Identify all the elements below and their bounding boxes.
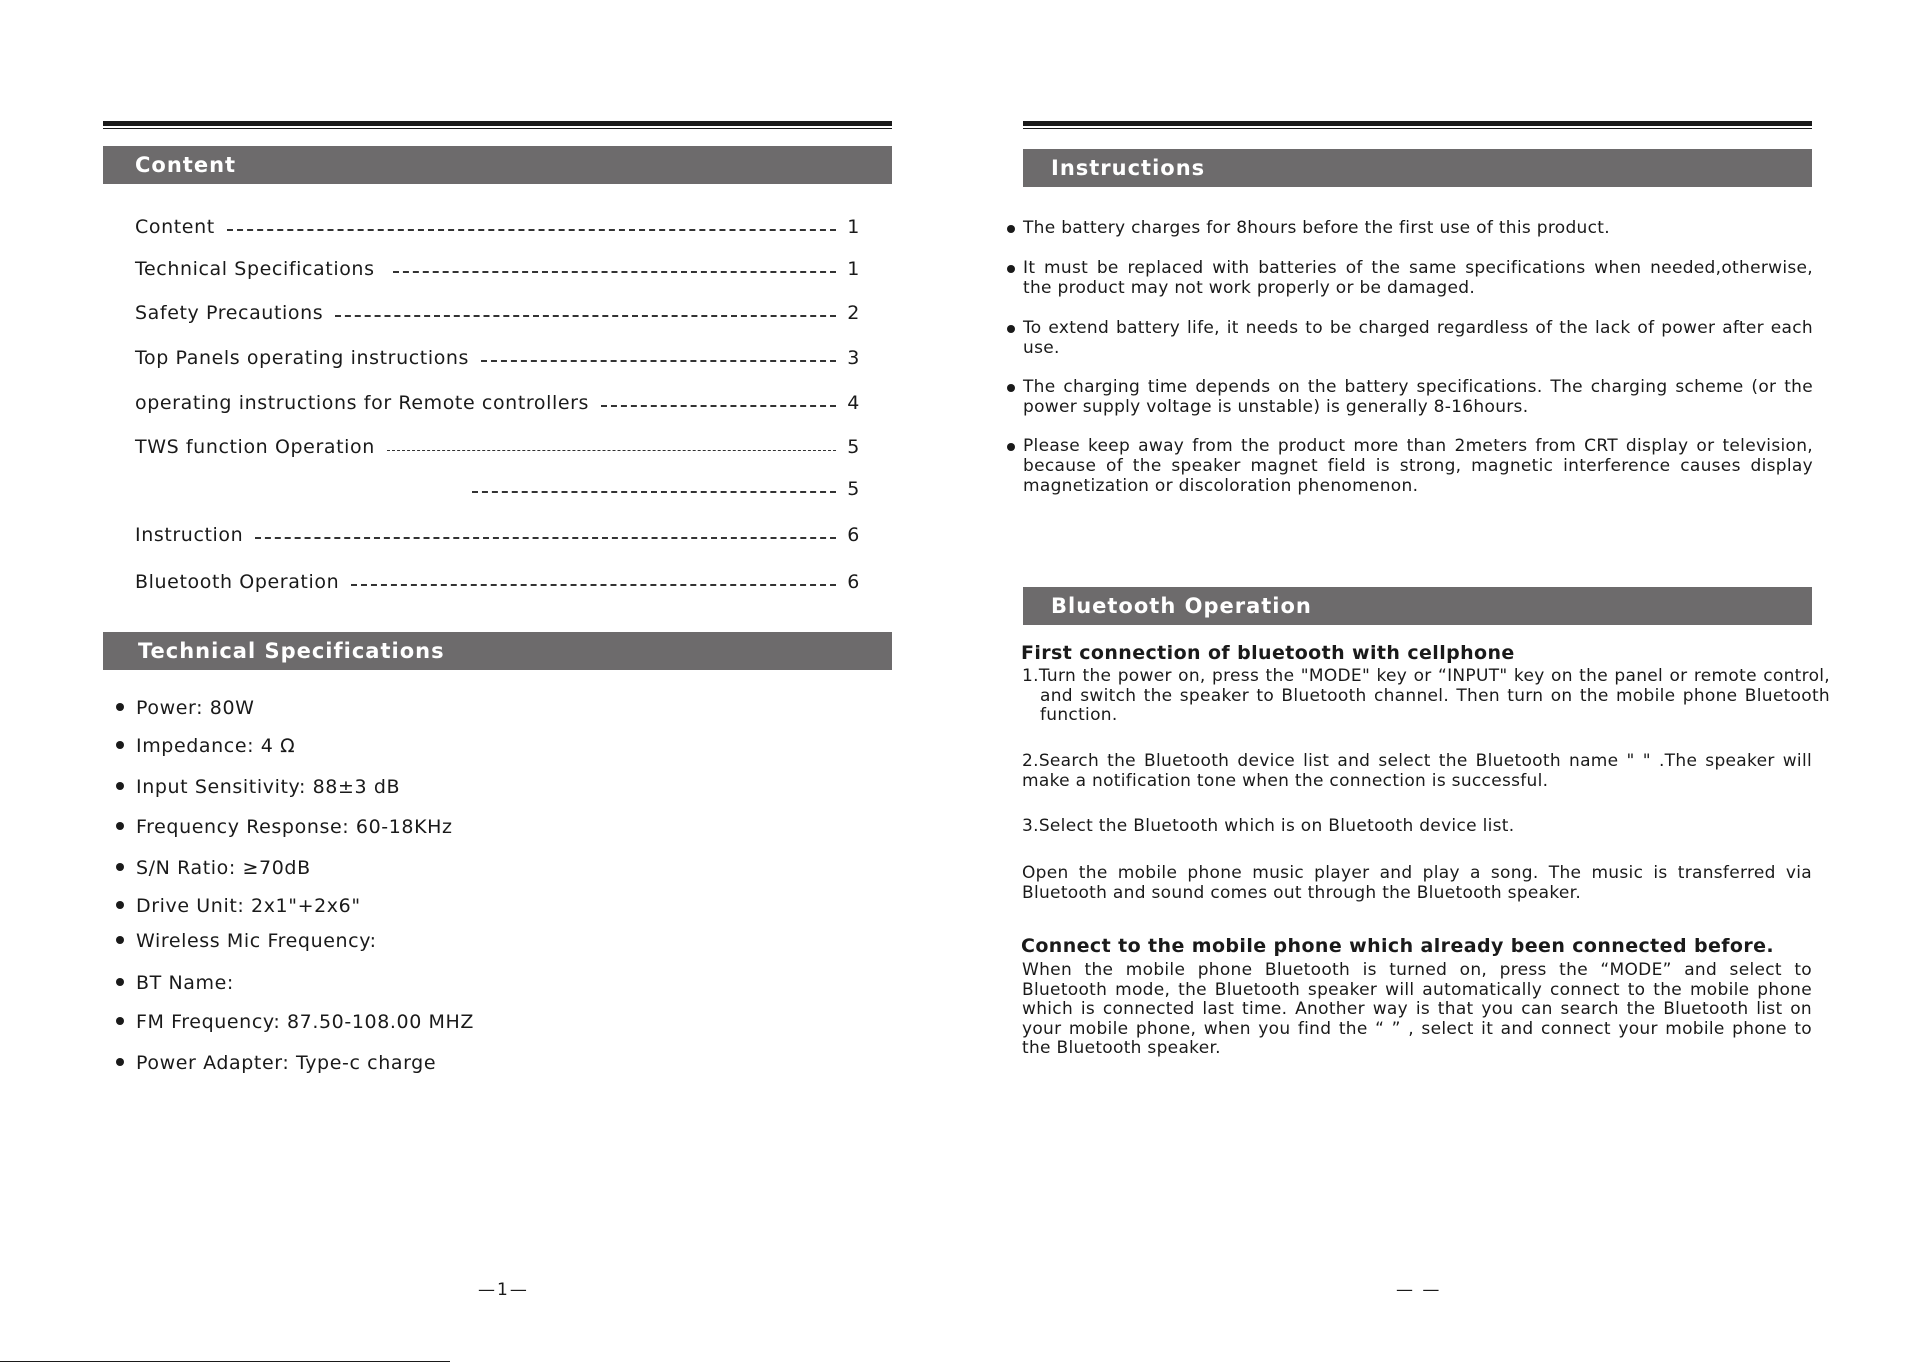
list-item	[116, 1052, 436, 1074]
instructions-header-text: Instructions	[1051, 156, 1206, 180]
list-item	[1023, 318, 1813, 358]
toc-row	[472, 474, 860, 500]
step-2-text: 2.Search the Bluetooth device list and select the Bluetooth name " " .The speaker will make a notification tone when the connection is successful.	[1022, 751, 1812, 791]
spec-text: Power: 80W	[136, 697, 255, 719]
spec-text: Impedance: 4 Ω	[136, 735, 296, 757]
right-page-number: — —	[1396, 1280, 1442, 1300]
instruction-text: Please keep away from the product more than 2meters from CRT display or television, because of the speaker magnet field is strong, magnetic interference causes display magnetization or discoloration phenomenon.	[1023, 436, 1813, 496]
bullet-icon	[116, 822, 124, 830]
bullet-icon	[1007, 384, 1015, 392]
toc-label: operating instructions for Remote controllers	[135, 392, 590, 414]
toc-label: Technical Specifications	[135, 258, 375, 280]
toc-leader	[387, 450, 836, 451]
toc-row	[135, 520, 860, 546]
play-note-text: Open the mobile phone music player and play a song. The music is transferred via Bluetooth and sound comes out through the Bluetooth speaker.	[1022, 863, 1812, 903]
first-connection-title: First connection of bluetooth with cellphone	[1021, 642, 1515, 664]
toc-page: 6	[847, 524, 860, 546]
toc-page: 3	[847, 347, 860, 369]
toc-page: 1	[847, 258, 860, 280]
bullet-icon	[116, 863, 124, 871]
list-item	[116, 857, 311, 879]
toc-label: Top Panels operating instructions	[135, 347, 470, 369]
toc-page: 1	[847, 216, 860, 238]
toc-leader	[255, 537, 836, 539]
toc-label: Safety Precautions	[135, 302, 324, 324]
toc-row	[135, 254, 860, 280]
bullet-icon	[1007, 225, 1015, 233]
bullet-icon	[1007, 265, 1015, 273]
bullet-icon	[116, 1058, 124, 1066]
toc-row	[135, 212, 860, 238]
bullet-icon	[116, 703, 124, 711]
list-item	[1023, 218, 1813, 238]
toc-row	[135, 388, 860, 414]
step-1-text: 1.Turn the power on, press the "MODE" key or “INPUT" key on the panel or remote control, and switch the speaker to Bluetooth channel. Then turn on the mobile phone Bluetooth function.	[1022, 666, 1830, 725]
reconnect-title: Connect to the mobile phone which already been connected before.	[1021, 935, 1775, 957]
list-item	[1023, 436, 1813, 496]
spec-text: FM Frequency: 87.50-108.00 MHZ	[136, 1011, 475, 1033]
bullet-icon	[116, 741, 124, 749]
toc-row	[135, 343, 860, 369]
spec-text: Drive Unit: 2x1"+2x6"	[136, 895, 361, 917]
spec-text: Wireless Mic Frequency:	[136, 930, 377, 952]
toc-label: TWS function Operation	[135, 436, 375, 458]
toc-page: 5	[847, 478, 860, 500]
bullet-icon	[1007, 325, 1015, 333]
list-item	[1023, 377, 1813, 417]
list-item	[116, 930, 377, 952]
list-item	[116, 895, 361, 917]
instruction-text: The charging time depends on the battery specifications. The charging scheme (or the power supply voltage is unstable) is generally 8-16hours.	[1023, 377, 1813, 417]
toc-page: 4	[847, 392, 860, 414]
spec-text: Power Adapter: Type-c charge	[136, 1052, 437, 1074]
bluetooth-header	[1023, 587, 1812, 625]
list-item	[1023, 258, 1813, 298]
content-header-text: Content	[135, 153, 237, 177]
list-item	[116, 972, 234, 994]
spec-text: Input Sensitivity: 88±3 dB	[136, 776, 401, 798]
instruction-text: To extend battery life, it needs to be charged regardless of the lack of power after each use.	[1023, 318, 1813, 358]
left-page-number: —1—	[478, 1280, 529, 1300]
bluetooth-header-text: Bluetooth Operation	[1051, 594, 1312, 618]
instruction-text: It must be replaced with batteries of the same specifications when needed,otherwise, the product may not work properly or be damaged.	[1023, 258, 1813, 298]
spec-text: BT Name:	[136, 972, 234, 994]
toc-page: 2	[847, 302, 860, 324]
toc-leader	[481, 360, 836, 362]
bullet-icon	[116, 901, 124, 909]
list-item	[116, 1011, 474, 1033]
instruction-text: The battery charges for 8hours before the first use of this product.	[1023, 218, 1610, 238]
toc-label: Content	[135, 216, 215, 238]
bottom-crop-rule	[0, 1361, 450, 1362]
right-top-rule	[1023, 121, 1812, 126]
toc-leader	[472, 491, 836, 493]
list-item	[116, 776, 400, 798]
specs-header-text: Technical Specifications	[138, 639, 445, 663]
toc-row	[135, 432, 860, 458]
specs-header	[103, 632, 892, 670]
bullet-icon	[116, 936, 124, 944]
left-top-rule	[103, 121, 892, 126]
toc-leader	[227, 229, 836, 231]
toc-label: Bluetooth Operation	[135, 571, 340, 593]
list-item	[116, 697, 255, 719]
reconnect-text: When the mobile phone Bluetooth is turned on, press the “MODE” and select to Bluetooth mode, the Bluetooth speaker will automatically connect to the mobile phone which is connected last time. Another way is that you can search the Bluetooth list on your mobile phone, when you find the “ ” , select it and connect your mobile phone to the Bluetooth speaker.	[1022, 960, 1812, 1058]
toc-row	[135, 567, 860, 593]
bullet-icon	[116, 978, 124, 986]
spec-text: Frequency Response: 60-18KHz	[136, 816, 453, 838]
list-item	[116, 816, 453, 838]
toc-leader	[351, 584, 836, 586]
toc-leader	[335, 315, 836, 317]
bullet-icon	[1007, 443, 1015, 451]
content-header	[103, 146, 892, 184]
toc-leader	[393, 271, 836, 273]
step-3-text: 3.Select the Bluetooth which is on Bluetooth device list.	[1022, 816, 1515, 836]
toc-page: 5	[847, 436, 860, 458]
toc-label: Instruction	[135, 524, 244, 546]
list-item	[116, 735, 295, 757]
bullet-icon	[116, 1017, 124, 1025]
bullet-icon	[116, 782, 124, 790]
spec-text: S/N Ratio: ≥70dB	[136, 857, 311, 879]
toc-leader	[601, 405, 836, 407]
toc-row	[135, 298, 860, 324]
toc-page: 6	[847, 571, 860, 593]
instructions-header	[1023, 149, 1812, 187]
